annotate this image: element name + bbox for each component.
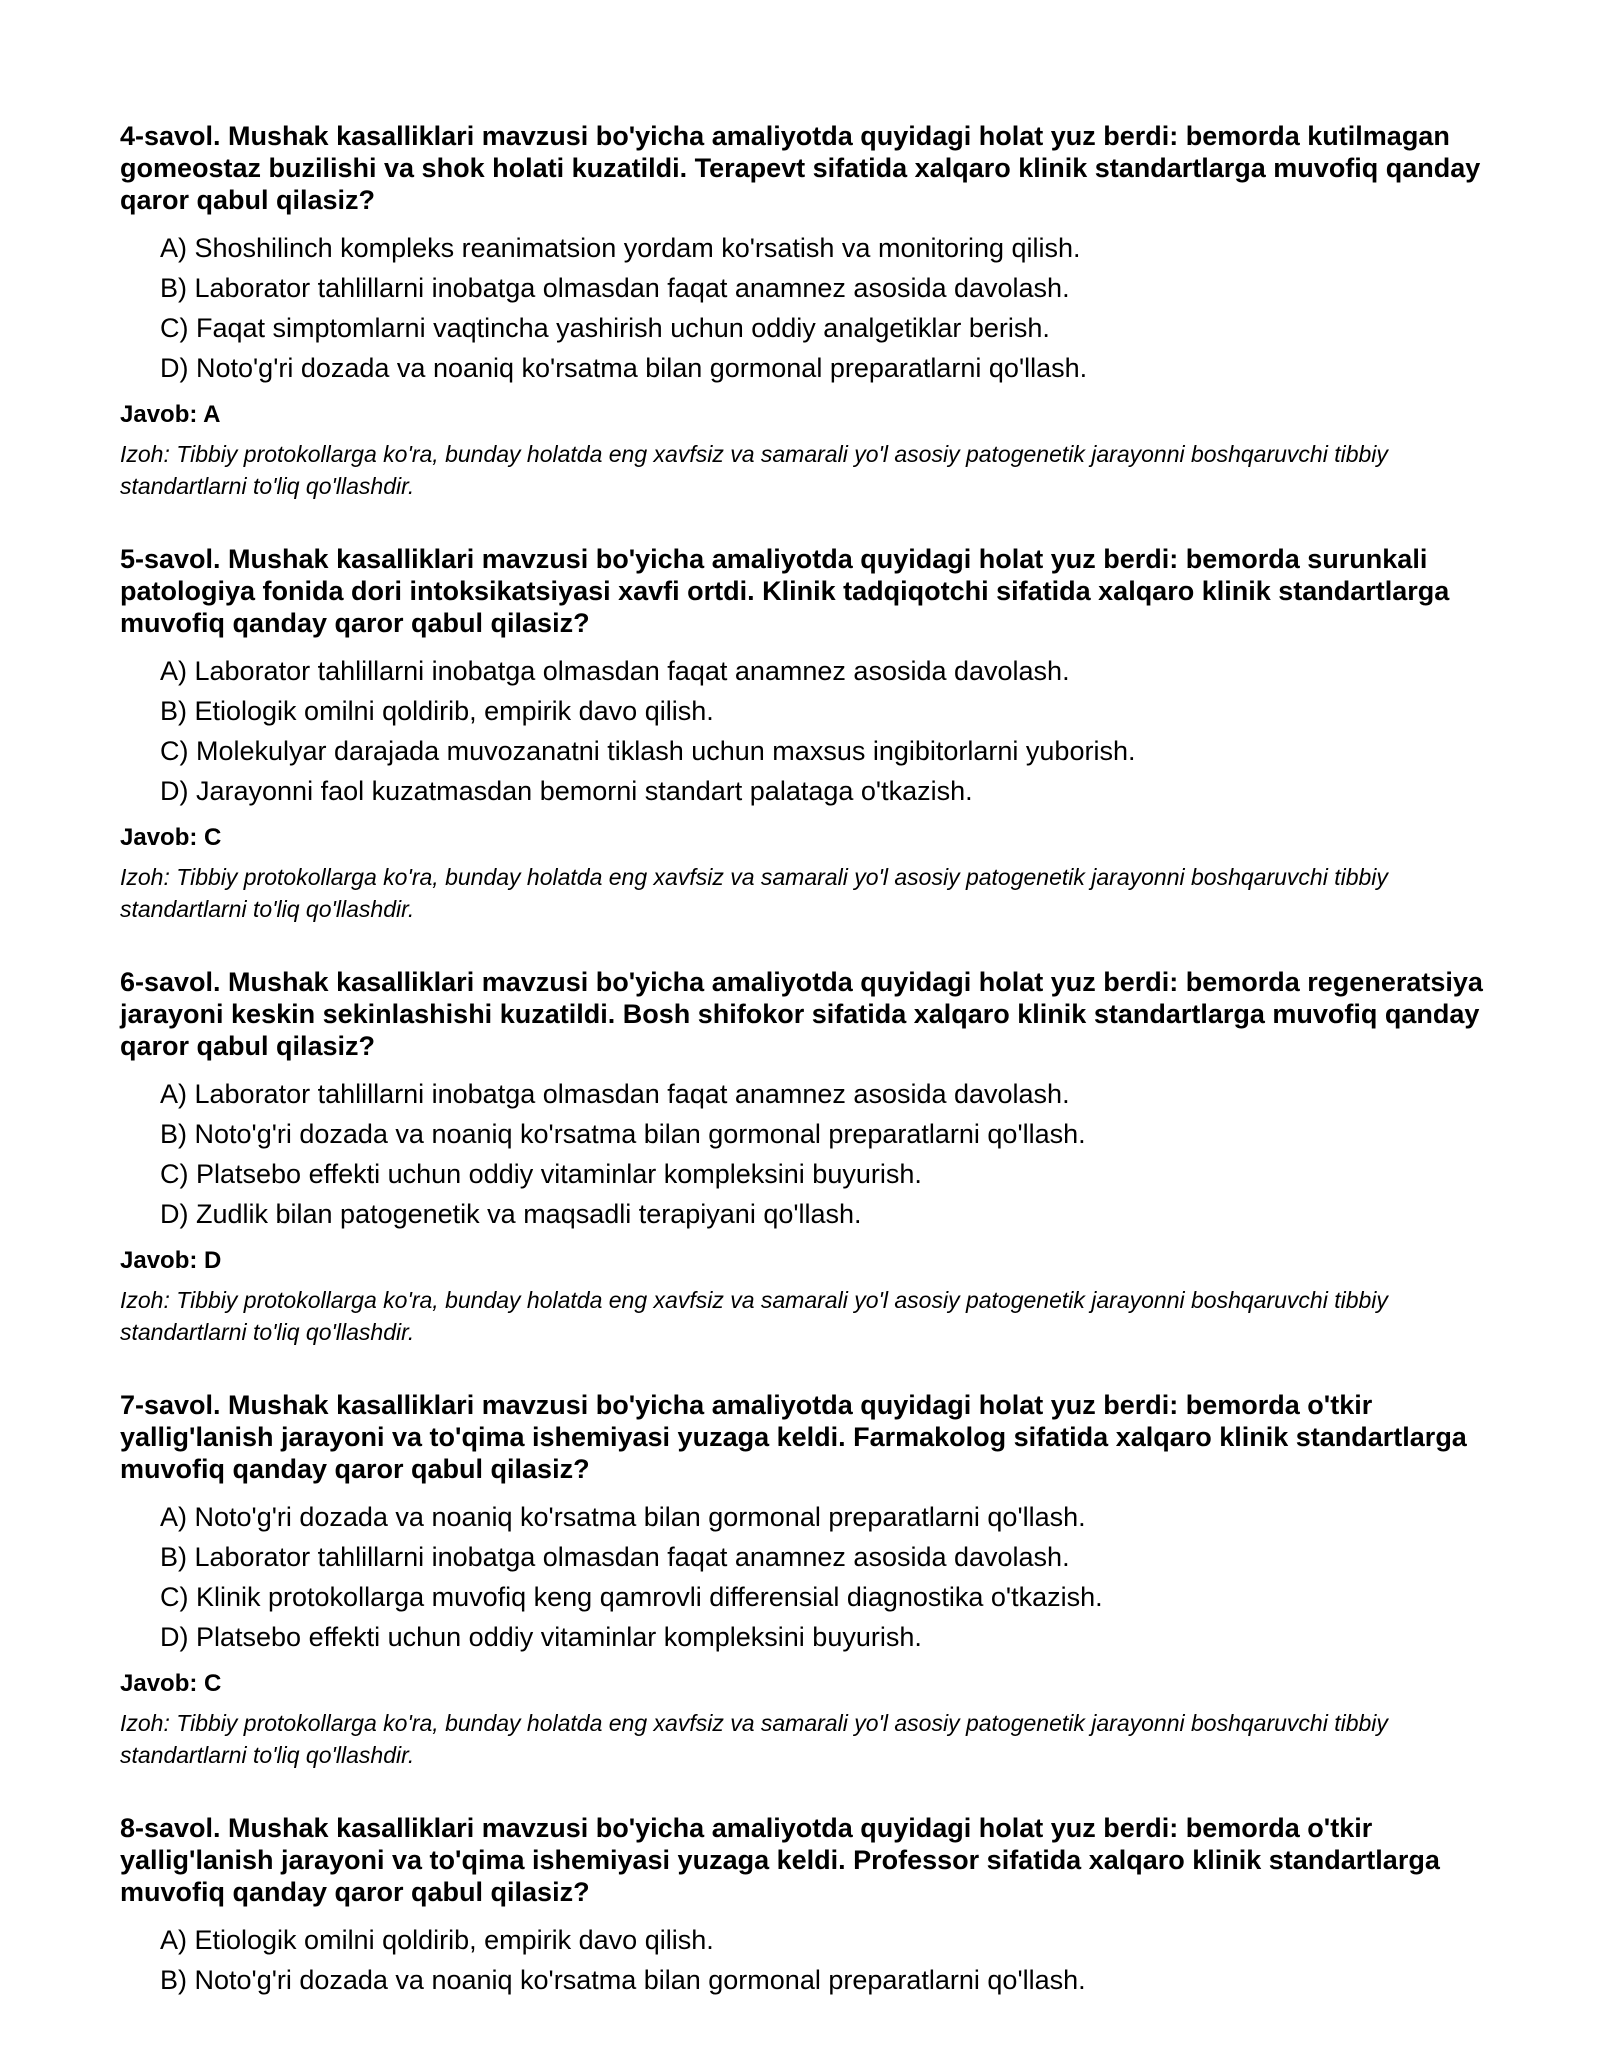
- explanation-note: Izoh: Tibbiy protokollarga ko'ra, bunday holatda eng xavfsiz va samarali yo'l asosiy patogenetik jarayonni boshqaruvchi tibbiy standartlarni to'liq qo'llashdir.: [120, 441, 1388, 499]
- option-c: C) Faqat simptomlarni vaqtincha yashirish uchun oddiy analgetiklar berish.: [160, 313, 1050, 343]
- option-b: B) Noto'g'ri dozada va noaniq ko'rsatma bilan gormonal preparatlarni qo'llash.: [160, 1119, 1086, 1149]
- question-title: 6-savol. Mushak kasalliklari mavzusi bo'yicha amaliyotda quyidagi holat yuz berdi: bemorda regeneratsiya jarayoni keskin sekinlashishi kuzatildi. Bosh shifokor sifatida xalqaro klinik standartlarga muvofiq qanday qaror qabul qilasiz?: [120, 967, 1483, 1061]
- answer-label: Javob: C: [120, 1670, 222, 1697]
- question-6: [120, 966, 1500, 1348]
- option-a: A) Shoshilinch kompleks reanimatsion yordam ko'rsatish va monitoring qilish.: [160, 233, 1081, 263]
- option-a: A) Etiologik omilni qoldirib, empirik davo qilish.: [160, 1925, 714, 1955]
- document-page: [120, 120, 1500, 2041]
- answer-label: Javob: A: [120, 401, 221, 428]
- explanation-note: Izoh: Tibbiy protokollarga ko'ra, bunday holatda eng xavfsiz va samarali yo'l asosiy patogenetik jarayonni boshqaruvchi tibbiy standartlarni to'liq qo'llashdir.: [120, 1710, 1388, 1768]
- options-list: [160, 1074, 1500, 1234]
- options-list: [160, 1497, 1500, 1657]
- option-b: B) Laborator tahlillarni inobatga olmasdan faqat anamnez asosida davolash.: [160, 273, 1070, 303]
- explanation-note: Izoh: Tibbiy protokollarga ko'ra, bunday holatda eng xavfsiz va samarali yo'l asosiy patogenetik jarayonni boshqaruvchi tibbiy standartlarni to'liq qo'llashdir.: [120, 864, 1388, 922]
- question-5: [120, 543, 1500, 925]
- question-title: 7-savol. Mushak kasalliklari mavzusi bo'yicha amaliyotda quyidagi holat yuz berdi: bemorda o'tkir yallig'lanish jarayoni va to'qima ishemiyasi yuzaga keldi. Farmakolog sifatida xalqaro klinik standartlarga muvofiq qanday qaror qabul qilasiz?: [120, 1390, 1467, 1484]
- option-b: B) Etiologik omilni qoldirib, empirik davo qilish.: [160, 696, 714, 726]
- options-list: [160, 1920, 1500, 2000]
- option-c: C) Molekulyar darajada muvozanatni tiklash uchun maxsus ingibitorlarni yuborish.: [160, 736, 1136, 766]
- question-4: [120, 120, 1500, 502]
- option-c: C) Platsebo effekti uchun oddiy vitaminlar kompleksini buyurish.: [160, 1159, 922, 1189]
- question-title: 4-savol. Mushak kasalliklari mavzusi bo'yicha amaliyotda quyidagi holat yuz berdi: bemorda kutilmagan gomeostaz buzilishi va shok holati kuzatildi. Terapevt sifatida xalqaro klinik standartlarga muvofiq qanday qaror qabul qilasiz?: [120, 121, 1481, 215]
- option-a: A) Laborator tahlillarni inobatga olmasdan faqat anamnez asosida davolash.: [160, 656, 1070, 686]
- options-list: [160, 228, 1500, 388]
- option-d: D) Zudlik bilan patogenetik va maqsadli terapiyani qo'llash.: [160, 1199, 862, 1229]
- option-b: B) Noto'g'ri dozada va noaniq ko'rsatma bilan gormonal preparatlarni qo'llash.: [160, 1965, 1086, 1995]
- option-a: A) Laborator tahlillarni inobatga olmasdan faqat anamnez asosida davolash.: [160, 1079, 1070, 1109]
- options-list: [160, 651, 1500, 811]
- option-d: D) Noto'g'ri dozada va noaniq ko'rsatma bilan gormonal preparatlarni qo'llash.: [160, 353, 1088, 383]
- question-8: [120, 1812, 1500, 2000]
- option-d: D) Platsebo effekti uchun oddiy vitaminlar kompleksini buyurish.: [160, 1622, 922, 1652]
- option-c: C) Klinik protokollarga muvofiq keng qamrovli differensial diagnostika o'tkazish.: [160, 1582, 1103, 1612]
- option-a: A) Noto'g'ri dozada va noaniq ko'rsatma bilan gormonal preparatlarni qo'llash.: [160, 1502, 1086, 1532]
- explanation-note: Izoh: Tibbiy protokollarga ko'ra, bunday holatda eng xavfsiz va samarali yo'l asosiy patogenetik jarayonni boshqaruvchi tibbiy standartlarni to'liq qo'llashdir.: [120, 1287, 1388, 1345]
- question-title: 8-savol. Mushak kasalliklari mavzusi bo'yicha amaliyotda quyidagi holat yuz berdi: bemorda o'tkir yallig'lanish jarayoni va to'qima ishemiyasi yuzaga keldi. Professor sifatida xalqaro klinik standartlarga muvofiq qanday qaror qabul qilasiz?: [120, 1813, 1440, 1907]
- option-b: B) Laborator tahlillarni inobatga olmasdan faqat anamnez asosida davolash.: [160, 1542, 1070, 1572]
- answer-label: Javob: D: [120, 1247, 222, 1274]
- question-7: [120, 1389, 1500, 1771]
- answer-label: Javob: C: [120, 824, 222, 851]
- question-title: 5-savol. Mushak kasalliklari mavzusi bo'yicha amaliyotda quyidagi holat yuz berdi: bemorda surunkali patologiya fonida dori intoksikatsiyasi xavfi ortdi. Klinik tadqiqotchi sifatida xalqaro klinik standartlarga muvofiq qanday qaror qabul qilasiz?: [120, 544, 1450, 638]
- option-d: D) Jarayonni faol kuzatmasdan bemorni standart palataga o'tkazish.: [160, 776, 973, 806]
